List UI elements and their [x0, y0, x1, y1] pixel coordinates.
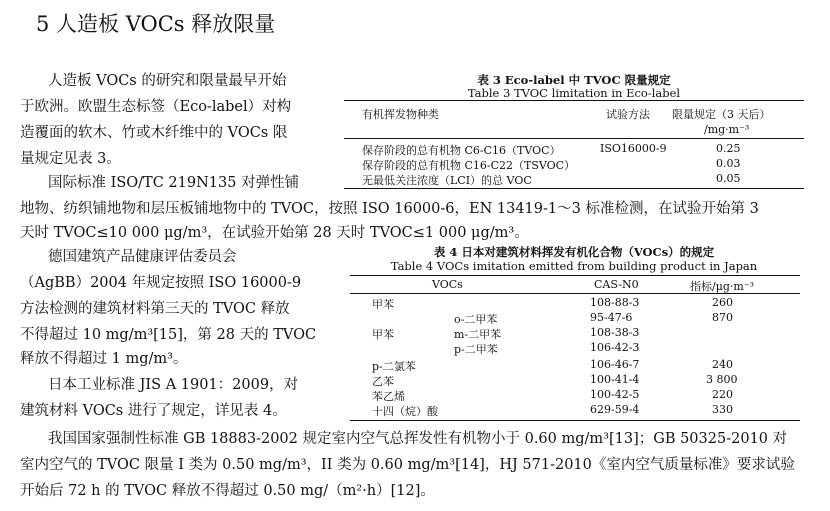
paragraph-3-line-5: 释放不得超过 1 mg/m³。 — [20, 351, 188, 367]
table-4-row-8-vocs: 苯乙烯 — [372, 390, 405, 403]
paragraph-2-line-2: 地物、纺织铺地物和层压板铺地物中的 TVOC，按照 ISO 16000-6，EN 13419-1～3 标准检测，在试验开始第 3 — [20, 201, 759, 217]
table-4-row-9-limit: 330 — [712, 403, 733, 416]
table-4-row-7-cas: 100-41-4 — [590, 373, 640, 386]
table-4-row-2-limit: 870 — [712, 311, 733, 324]
table-3-header-unit: /mg·m⁻³ — [704, 123, 750, 136]
table-4-row-3-vocs: 甲苯 — [372, 328, 394, 341]
table-4-row-1-cas: 108-88-3 — [590, 296, 640, 309]
paragraph-5-line-2: 室内空气的 TVOC 限量 I 类为 0.50 mg/m³，II 类为 0.60 mg/m³[14]，HJ 571-2010《室内空气质量标准》要求试验 — [20, 457, 795, 473]
paragraph-2-line-1: 国际标准 ISO/TC 219N135 对弹性铺 — [48, 175, 300, 191]
table-4-row-5-vocs: p-二甲苯 — [454, 343, 498, 356]
table-3-row-1-voc: 保存阶段的总有机物 C6-C16（TVOC） — [362, 144, 561, 157]
section-heading: 5 人造板 VOCs 释放限量 — [36, 12, 276, 36]
table-3-caption-en: Table 3 TVOC limitation in Eco-label — [467, 86, 681, 100]
table-4-row-6-cas: 106-46-7 — [590, 358, 640, 371]
table-4-mid-rule — [350, 293, 800, 294]
table-4-row-8-cas: 100-42-5 — [590, 388, 640, 401]
table-3-top-rule — [344, 100, 804, 101]
table-3-bottom-rule — [344, 188, 804, 189]
table-4-top-rule — [350, 275, 800, 276]
table-4-row-5-cas: 106-42-3 — [590, 341, 640, 354]
table-4-caption-cn: 表 4 日本对建筑材料挥发有机化合物（VOCs）的规定 — [433, 245, 715, 259]
paragraph-1-line-3: 造覆面的软木、竹或木纤维中的 VOCs 限 — [20, 125, 288, 141]
paragraph-4-line-2: 建筑材料 VOCs 进行了规定，详见表 4。 — [20, 403, 287, 419]
paragraph-5-line-3: 开始后 72 h 的 TVOC 释放不得超过 0.50 mg/（m²·h）[12]。 — [20, 483, 435, 499]
table-3-header-method: 试验方法 — [606, 108, 650, 121]
paragraph-3-line-2: （AgBB）2004 年规定按照 ISO 16000-9 — [20, 275, 302, 291]
table-3-row-2-limit: 0.03 — [716, 157, 741, 170]
paragraph-1-line-2: 于欧洲。欧盟生态标签（Eco-label）对构 — [20, 99, 292, 115]
table-4-row-4-cas: 108-38-3 — [590, 326, 640, 339]
table-3-row-3-voc: 无最低关注浓度（LCI）的总 VOC — [362, 174, 532, 187]
table-4-row-6-vocs: p-二氯苯 — [372, 360, 416, 373]
table-4-header-limit: 指标/μg·m⁻³ — [690, 280, 755, 293]
table-4-row-9-cas: 629-59-4 — [590, 403, 640, 416]
table-4-row-2-cas: 95-47-6 — [590, 311, 633, 324]
table-3-row-3-limit: 0.05 — [716, 172, 741, 185]
table-3-header-limit: 限量规定（3 天后） — [672, 108, 771, 121]
paragraph-3-line-4: 不得超过 10 mg/m³[15]，第 28 天的 TVOC — [20, 327, 317, 343]
paragraph-2-line-3: 天时 TVOC≤10 000 μg/m³，在试验开始第 28 天时 TVOC≤1 000 μg/m³。 — [20, 225, 529, 241]
table-4-row-1-vocs: 甲苯 — [372, 298, 394, 311]
table-3-row-2-voc: 保存阶段的总有机物 C16-C22（TSVOC） — [362, 159, 576, 172]
table-3-row-1-limit: 0.25 — [716, 142, 741, 155]
table-4-row-7-limit: 3 800 — [706, 373, 738, 386]
table-4-header-vocs: VOCs — [432, 278, 463, 291]
paragraph-5-line-1: 我国国家强制性标准 GB 18883-2002 规定室内空气总挥发性有机物小于 0.60 mg/m³[13]；GB 50325-2010 对 — [48, 431, 788, 447]
paragraph-4-line-1: 日本工业标准 JIS A 1901：2009，对 — [48, 377, 299, 393]
table-4-row-9-vocs: 十四（烷）酸 — [372, 405, 438, 418]
table-4-row-7-vocs: 乙苯 — [372, 375, 394, 388]
paragraph-1-line-4: 量规定见表 3。 — [20, 151, 121, 167]
table-4-bottom-rule — [350, 420, 800, 421]
table-4-caption-en: Table 4 VOCs imitation emitted from building product in Japan — [390, 259, 758, 273]
table-4-row-8-limit: 220 — [712, 388, 733, 401]
paragraph-3-line-1: 德国建筑产品健康评估委员会 — [48, 249, 237, 265]
table-3-header-voc: 有机挥发物种类 — [362, 108, 439, 121]
table-4-row-2-vocs: o-二甲苯 — [454, 313, 498, 326]
table-4-row-4-vocs: m-二甲苯 — [454, 328, 502, 341]
table-3-mid-rule — [344, 138, 804, 139]
table-3-caption-cn: 表 3 Eco-label 中 TVOC 限量规定 — [477, 73, 671, 87]
table-4-row-6-limit: 240 — [712, 358, 733, 371]
table-3-row-1-method: ISO16000-9 — [600, 142, 667, 155]
paragraph-1-line-1: 人造板 VOCs 的研究和限量最早开始 — [48, 73, 287, 89]
paragraph-3-line-3: 方法检测的建筑材料第三天的 TVOC 释放 — [20, 301, 290, 317]
table-4-header-cas: CAS-N0 — [594, 278, 639, 291]
table-4-row-1-limit: 260 — [712, 296, 733, 309]
